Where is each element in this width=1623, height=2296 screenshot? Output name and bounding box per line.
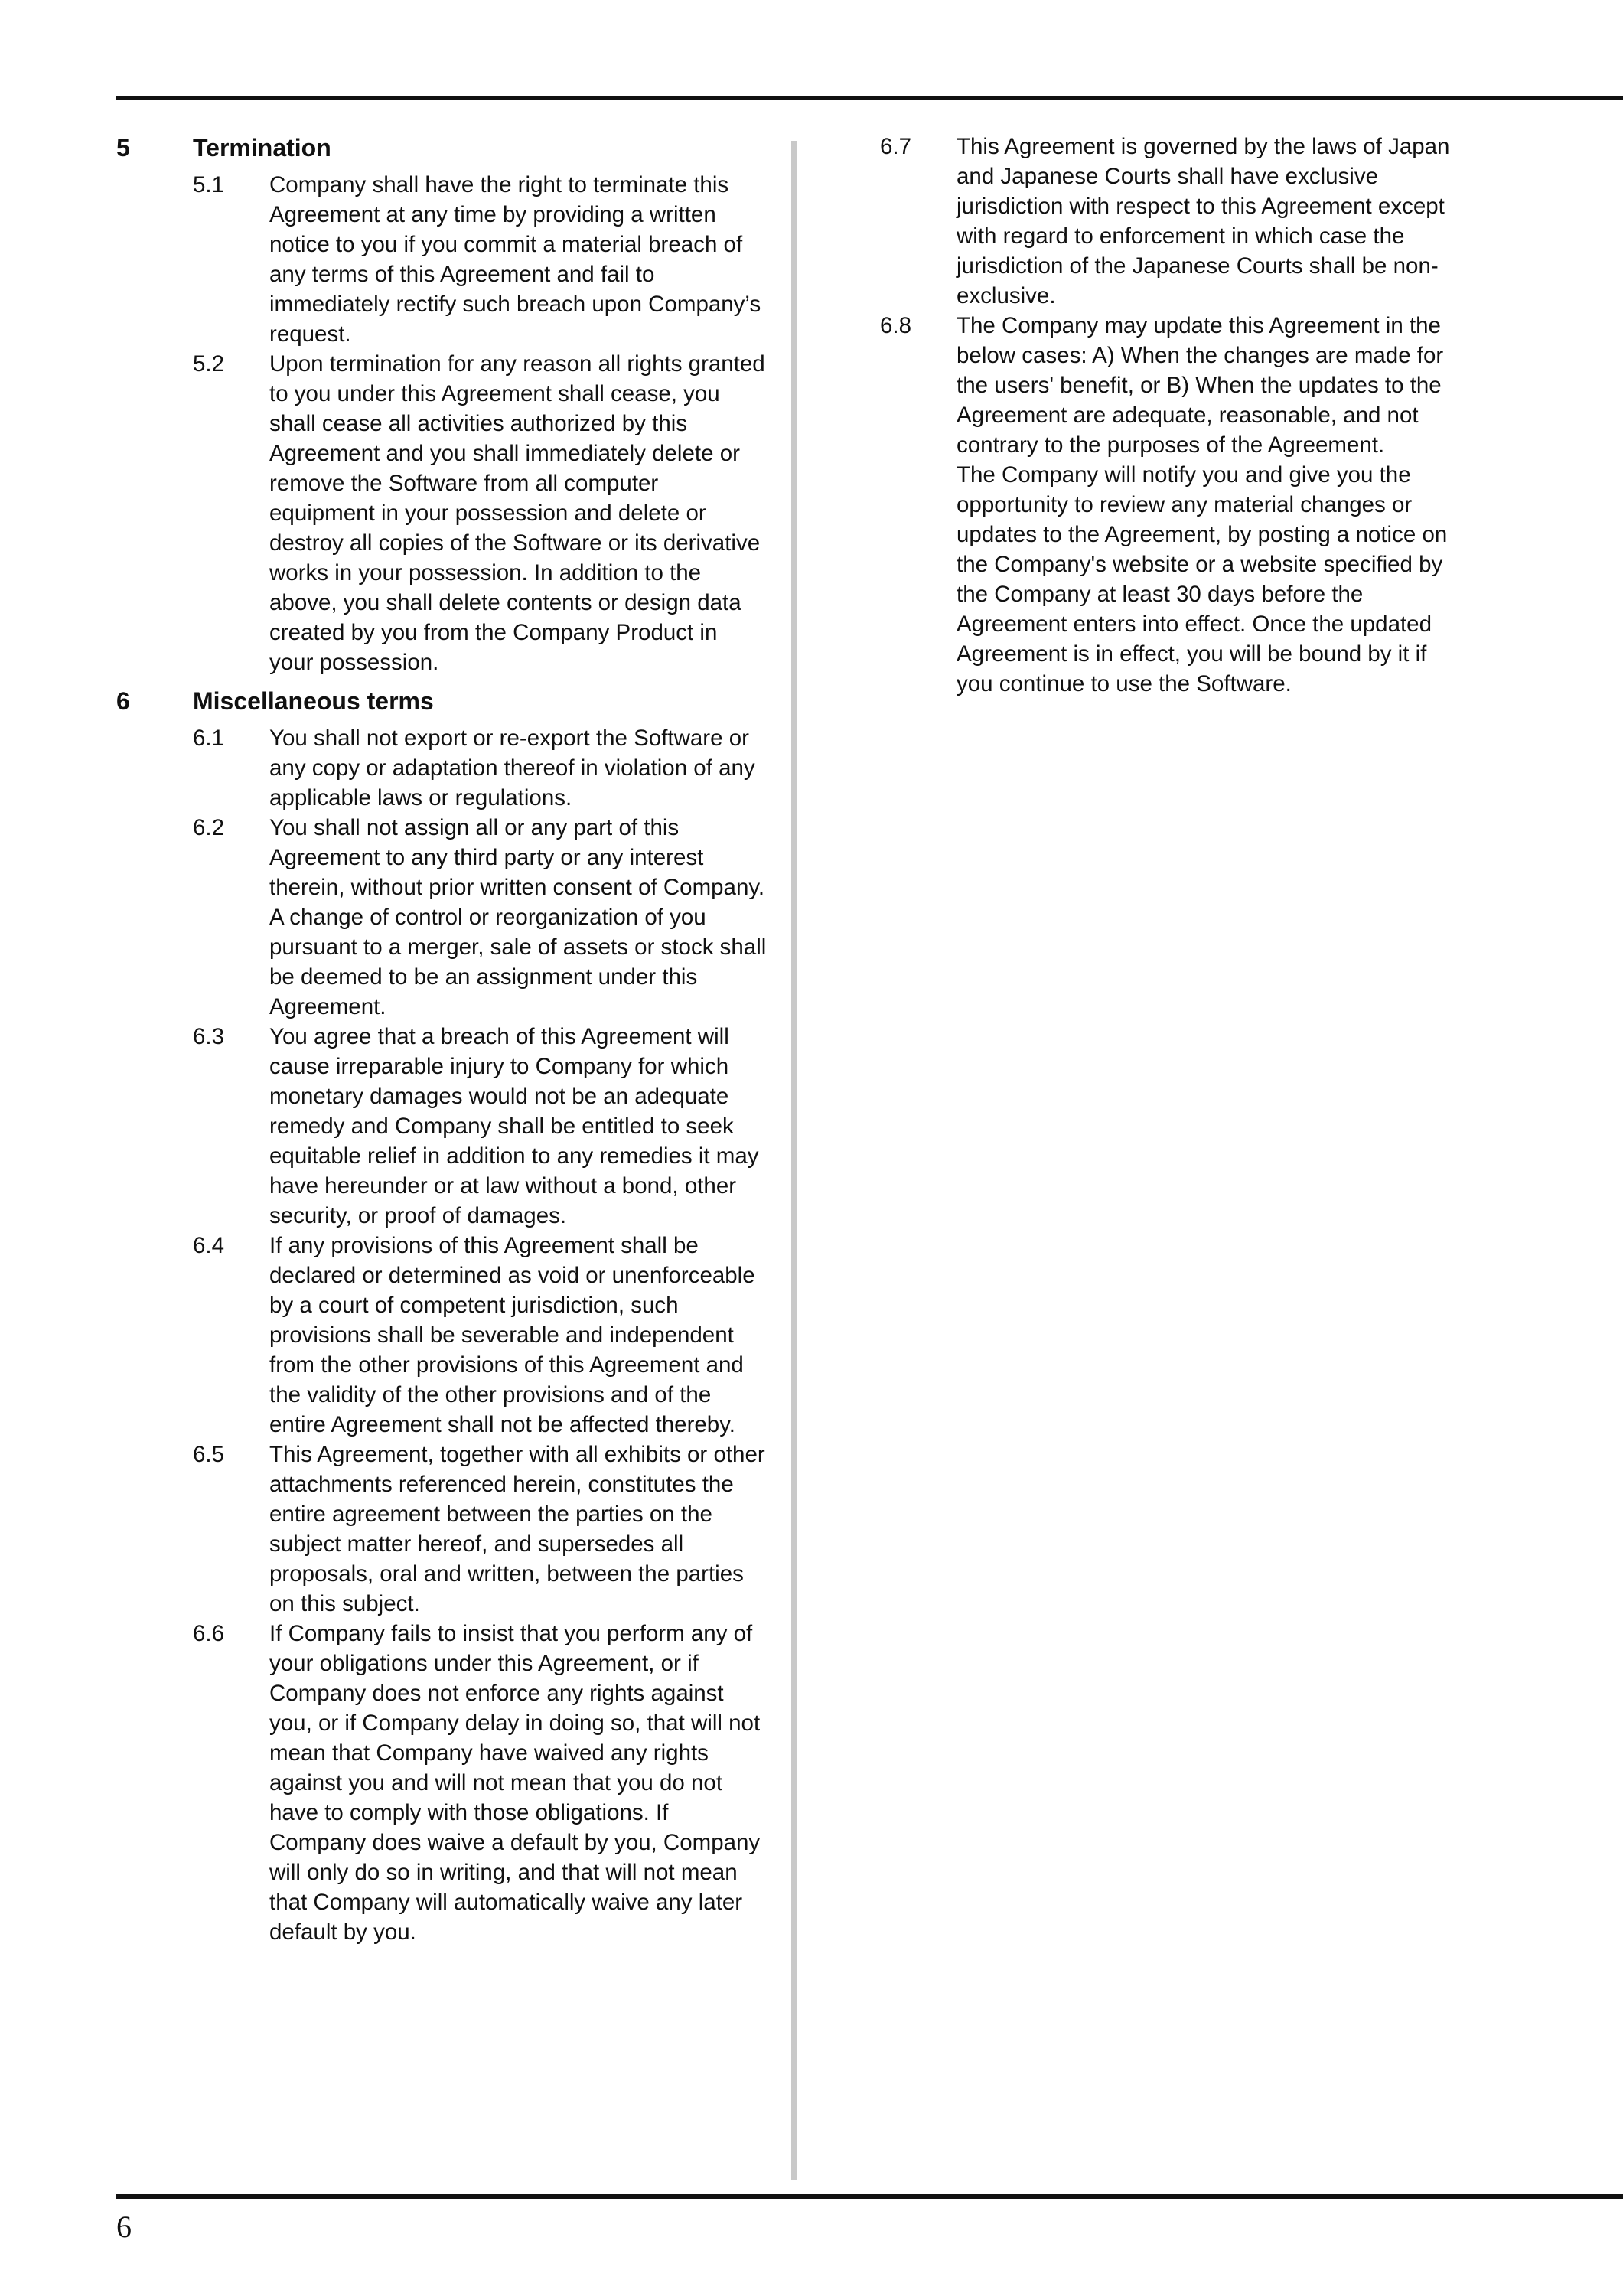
clause-6-3 — [116, 1022, 774, 1231]
clause-6-4 — [116, 1231, 774, 1440]
clause-number: 6.2 — [193, 815, 225, 840]
clause-text-block — [957, 311, 1462, 699]
clause-number: 6.8 — [880, 313, 912, 338]
section-heading-termination — [116, 132, 774, 164]
clause-number: 6.7 — [880, 134, 912, 159]
clause-5-2 — [116, 349, 774, 677]
clause-number: 6.4 — [193, 1233, 225, 1258]
clause-number: 6.5 — [193, 1442, 225, 1467]
left-column — [116, 132, 774, 1947]
clause-text: You shall not assign all or any part of this Agreement to any third party or any interest therein, without prior written consent of Company. A change of control or reorganization of you pursuant to a merger, sale of assets or stock shall be deemed to be an assignment under this Agreement. — [269, 815, 767, 1019]
clause-number: 6.3 — [193, 1024, 225, 1049]
clause-number: 5.2 — [193, 351, 225, 377]
section-number: 6 — [116, 687, 130, 715]
clause-text-continued: The Company will notify you and give you the opportunity to review any material changes or updates to the Agreement, by posting a notice on the Company's website or a website specified by the Company at least 30 days before the Agreement enters into effect. Once the updated Agreement is in effect, you will be bound by it if you continue to use the Software. — [957, 462, 1448, 696]
clause-6-8 — [880, 311, 1492, 699]
section-title: Termination — [193, 134, 331, 161]
clause-6-6 — [116, 1619, 774, 1947]
clause-number: 6.6 — [193, 1621, 225, 1646]
column-divider — [791, 141, 797, 2180]
clause-text: Upon termination for any reason all rights granted to you under this Agreement shall cease, you shall cease all activities authorized by this Agreement and you shall immediately delete or remove the Software from all computer equipment in your possession and delete or destroy all copies of the Software or its derivative works in your possession. In addition to the above, you shall delete contents or design data created by you from the Company Product in your possession. — [269, 351, 765, 675]
clause-text: This Agreement is governed by the laws of Japan and Japanese Courts shall have exclusive jurisdiction with respect to this Agreement except with regard to enforcement in which case the jurisdiction of the Japanese Courts shall be non-exclusive. — [957, 134, 1450, 308]
clause-6-5 — [116, 1440, 774, 1619]
clause-number: 6.1 — [193, 726, 225, 751]
top-rule — [116, 96, 1623, 100]
section-heading-miscellaneous — [116, 685, 774, 717]
clause-number: 5.1 — [193, 172, 225, 197]
bottom-rule — [116, 2194, 1623, 2199]
clause-5-1 — [116, 170, 774, 349]
section-title: Miscellaneous terms — [193, 687, 434, 715]
clause-text: You shall not export or re-export the Software or any copy or adaptation thereof in violation of any applicable laws or regulations. — [269, 726, 755, 810]
clause-text: The Company may update this Agreement in the below cases: A) When the changes are made for the users' benefit, or B) When the updates to the Agreement are adequate, reasonable, and not contrary to the purposes of the Agreement. — [957, 313, 1444, 458]
section-number: 5 — [116, 134, 130, 161]
clause-text: You agree that a breach of this Agreement will cause irreparable injury to Company for which monetary damages would not be an adequate remedy and Company shall be entitled to seek equitable relief in addition to any remedies it may have hereunder or at law without a bond, other security, or proof of damages. — [269, 1024, 759, 1228]
right-column — [880, 132, 1492, 699]
clause-6-2 — [116, 813, 774, 1022]
page-number: 6 — [116, 2210, 132, 2244]
clause-6-1 — [116, 723, 774, 813]
clause-text: If Company fails to insist that you perform any of your obligations under this Agreement, or if Company does not enforce any rights against you, or if Company delay in doing so, that will not mean that Company have waived any rights against you and will not mean that you do not have to comply with those obligations. If Company does waive a default by you, Company will only do so in writing, and that will not mean that Company will automatically waive any later default by you. — [269, 1621, 761, 1945]
clause-text: This Agreement, together with all exhibits or other attachments referenced herein, constitutes the entire agreement between the parties on the subject matter hereof, and supersedes all proposals, oral and written, between the parties on this subject. — [269, 1442, 765, 1616]
clause-6-7 — [880, 132, 1492, 311]
clause-text: If any provisions of this Agreement shall be declared or determined as void or unenforceable by a court of competent jurisdiction, such provisions shall be severable and independent from the other provisions of this Agreement and the validity of the other provisions and of the entire Agreement shall not be affected thereby. — [269, 1233, 755, 1437]
clause-text: Company shall have the right to terminate this Agreement at any time by providing a written notice to you if you commit a material breach of any terms of this Agreement and fail to immediately rectify such breach upon Company’s request. — [269, 172, 761, 347]
